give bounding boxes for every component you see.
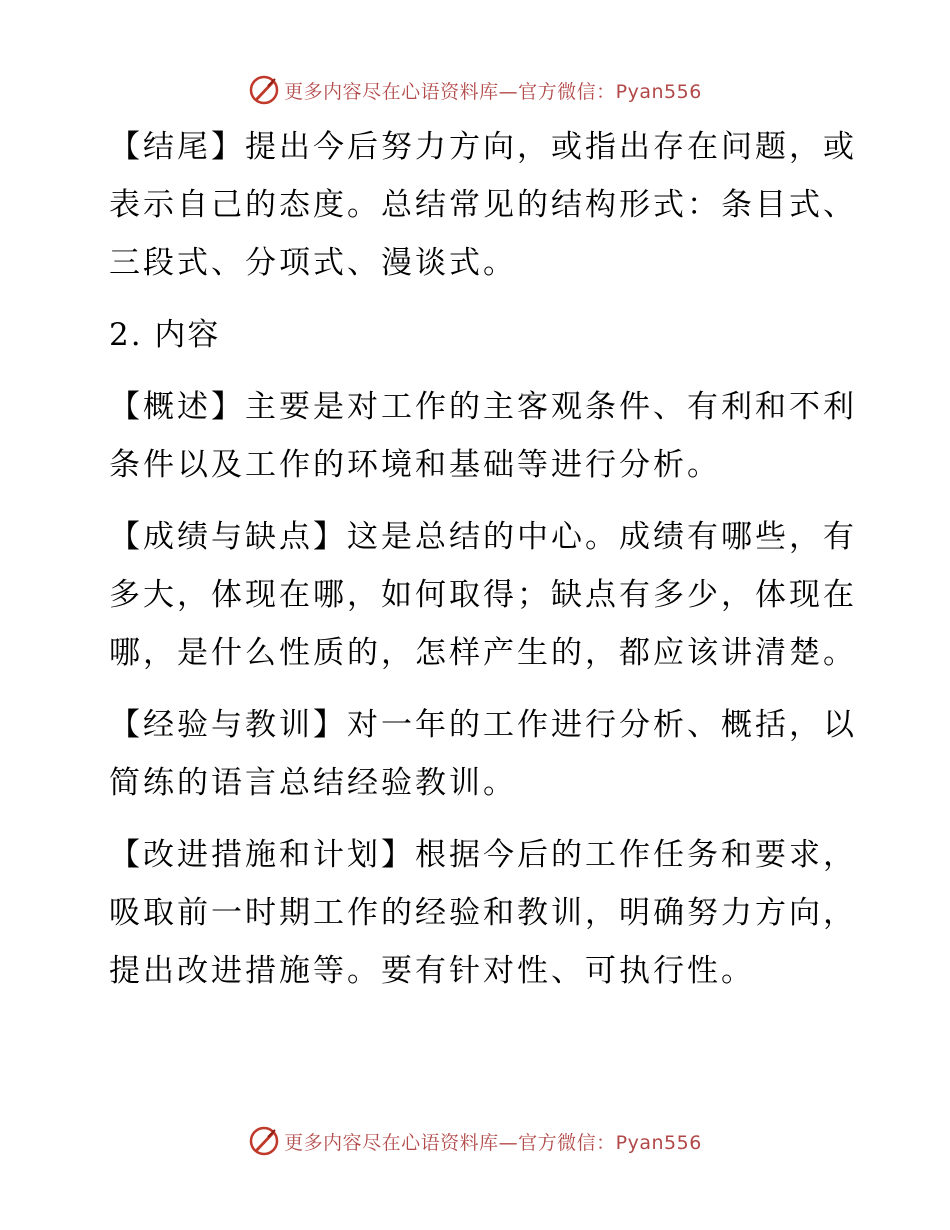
paragraph-overview: 【概述】主要是对工作的主客观条件、有利和不利条件以及工作的环境和基础等进行分析。 (109, 389, 857, 483)
quill-logo-icon (248, 74, 280, 106)
watermark-text: 更多内容尽在心语资料库—官方微信：Pyan556 (284, 80, 702, 103)
paragraph-ending: 【结尾】提出今后努力方向，或指出存在问题，或表示自己的态度。总结常见的结构形式：条目式、三段式、分项式、漫谈式。 (109, 129, 857, 281)
paragraph-achievements: 【成绩与缺点】这是总结的中心。成绩有哪些，有多大，体现在哪，如何取得；缺点有多少，体现在哪，是什么性质的，怎样产生的，都应该讲清楚。 (109, 519, 857, 671)
paragraph-improvements: 【改进措施和计划】根据今后的工作任务和要求，吸取前一时期工作的经验和教训，明确努力方向，提出改进措施等。要有针对性、可执行性。 (109, 837, 857, 989)
quill-logo-icon (248, 1125, 280, 1157)
footer-watermark (0, 1121, 950, 1161)
document-body (97, 118, 867, 1000)
watermark-text: 更多内容尽在心语资料库—官方微信：Pyan556 (284, 1131, 702, 1154)
paragraph-lessons: 【经验与教训】对一年的工作进行分析、概括，以简练的语言总结经验教训。 (109, 707, 857, 801)
header-watermark (0, 70, 950, 110)
section-heading: 2. 内容 (109, 317, 221, 353)
